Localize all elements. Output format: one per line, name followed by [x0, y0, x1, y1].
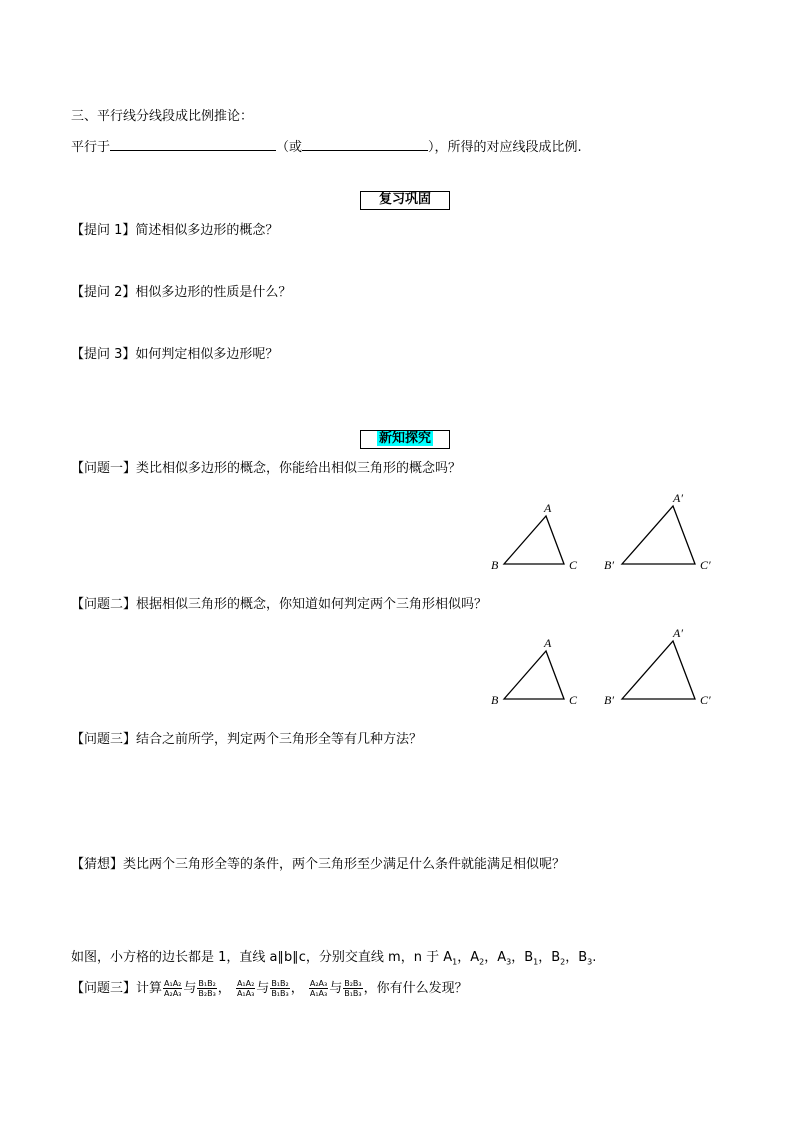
sep-2: ，	[290, 981, 304, 996]
line-mid: （或	[276, 140, 303, 155]
ratio-question	[71, 977, 468, 998]
label-c-prime: C′	[700, 693, 711, 707]
blank-2[interactable]	[302, 138, 428, 151]
label-c: C	[569, 558, 578, 572]
label-a-prime: A′	[673, 626, 683, 640]
conj-3: 与	[329, 981, 343, 996]
ratio-prefix: 【问题三】计算	[71, 981, 163, 996]
grid-intro-text: 如图，小方格的边长都是 1，直线 a∥b∥c，分别交直线 m，n 于 A	[71, 950, 453, 965]
label-b-prime: B′	[604, 558, 614, 572]
blank-1[interactable]	[110, 138, 276, 151]
problem-1: 【问题一】类比相似多边形的概念，你能给出相似三角形的概念吗？	[71, 461, 462, 476]
label-a: A	[544, 501, 552, 515]
line-suffix: ），所得的对应线段成比例.	[428, 140, 582, 155]
conj-2: 与	[256, 981, 270, 996]
review-question-3: 【提问 3】如何判定相似多边形呢？	[71, 347, 279, 362]
sep-1: ，	[217, 981, 231, 996]
label-c-prime: C′	[700, 558, 711, 572]
review-question-2: 【提问 2】相似多边形的性质是什么？	[71, 285, 292, 300]
explore-title	[360, 430, 450, 449]
line-prefix: 平行于	[71, 140, 111, 155]
section3-heading: 三、平行线分线段成比例推论：	[71, 109, 254, 124]
triangle-abc-prime	[622, 506, 695, 564]
triangle-abc	[504, 651, 564, 699]
grid-intro: 如图，小方格的边长都是 1，直线 a∥b∥c，分别交直线 m，n 于 $A_1$，$A_2$，$A_3$，$B_1$，$B_2$，$B_3$.	[71, 950, 597, 967]
section3-fill-line	[71, 136, 582, 155]
frac-a2a3-a1a3: $\frac{\text{A₂A₃}}{\text{A₁A₃}}$	[309, 979, 328, 998]
frac-a1a2-a1a3: $\frac{\text{A₁A₂}}{\text{A₁A₃}}$	[236, 979, 255, 998]
label-a-prime: A′	[673, 491, 683, 505]
problem-3: 【问题三】结合之前所学，判定两个三角形全等有几种方法？	[71, 732, 423, 747]
explore-title-text: 新知探究	[378, 431, 431, 446]
conj-1: 与	[183, 981, 197, 996]
ratio-suffix: ，你有什么发现？	[363, 981, 468, 996]
triangle-figure-1	[480, 488, 740, 578]
label-c: C	[569, 693, 578, 707]
label-a: A	[544, 636, 552, 650]
problem-2: 【问题二】根据相似三角形的概念，你知道如何判定两个三角形相似吗？	[71, 597, 488, 612]
triangle-abc	[504, 516, 564, 564]
triangle-figure-2	[480, 623, 740, 713]
label-b: B	[491, 693, 499, 707]
frac-b2b3-b1b3: $\frac{\text{B₂B₃}}{\text{B₁B₃}}$	[344, 979, 362, 998]
label-b: B	[491, 558, 499, 572]
frac-a1a2-a2a3: $\frac{\text{A₁A₂}}{\text{A₂A₃}}$	[164, 979, 182, 998]
label-b-prime: B′	[604, 693, 614, 707]
conjecture: 【猜想】类比两个三角形全等的条件，两个三角形至少满足什么条件就能满足相似呢？	[71, 857, 566, 872]
frac-b1b2-b1b3: $\frac{\text{B₁B₂}}{\text{B₁B₃}}$	[271, 979, 289, 998]
triangle-abc-prime	[622, 641, 695, 699]
review-title: 复习巩固	[360, 191, 450, 210]
frac-b1b2-b2b3: $\frac{\text{B₁B₂}}{\text{B₂B₃}}$	[198, 979, 216, 998]
review-question-1: 【提问 1】简述相似多边形的概念？	[71, 223, 279, 238]
